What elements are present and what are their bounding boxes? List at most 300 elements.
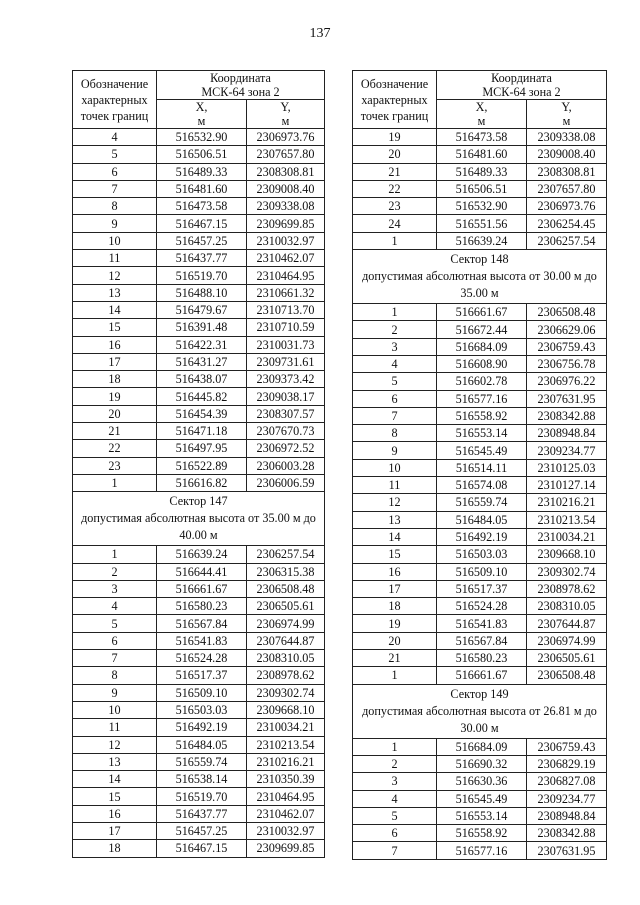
x-coordinate-cell: 516545.49 bbox=[437, 790, 527, 807]
y-coordinate-cell: 2306827.08 bbox=[527, 773, 607, 790]
x-coordinate-cell: 516514.11 bbox=[437, 459, 527, 476]
points-label-header: Обозначение характерных точек границ bbox=[73, 71, 157, 129]
table-row bbox=[353, 390, 607, 407]
y-coordinate-cell: 2310032.97 bbox=[247, 232, 325, 249]
x-coordinate-cell: 516457.25 bbox=[157, 232, 247, 249]
table-row bbox=[353, 615, 607, 632]
points-label-header: Обозначение характерных точек границ bbox=[353, 71, 437, 129]
x-coordinate-cell: 516567.84 bbox=[157, 615, 247, 632]
table-row bbox=[73, 822, 325, 839]
table-row bbox=[353, 494, 607, 511]
y-coordinate-cell: 2307644.87 bbox=[527, 615, 607, 632]
x-coordinate-cell: 516559.74 bbox=[437, 494, 527, 511]
point-number-cell: 1 bbox=[353, 667, 437, 684]
y-coordinate-cell: 2308978.62 bbox=[247, 667, 325, 684]
table-row bbox=[353, 198, 607, 215]
sector-title: Сектор 148 bbox=[450, 252, 509, 267]
x-coordinate-cell: 516506.51 bbox=[157, 146, 247, 163]
x-coordinate-cell: 516489.33 bbox=[157, 163, 247, 180]
y-coordinate-cell: 2306973.76 bbox=[247, 129, 325, 146]
point-number-cell: 18 bbox=[353, 598, 437, 615]
table-row bbox=[353, 338, 607, 355]
point-number-cell: 7 bbox=[353, 407, 437, 424]
table-row bbox=[353, 667, 607, 684]
y-coordinate-cell: 2310216.21 bbox=[247, 753, 325, 770]
point-number-cell: 17 bbox=[353, 580, 437, 597]
point-number-cell: 22 bbox=[73, 440, 157, 457]
x-coordinate-cell: 516522.89 bbox=[157, 457, 247, 474]
y-coordinate-cell: 2306759.43 bbox=[527, 338, 607, 355]
y-coordinate-cell: 2309699.85 bbox=[247, 215, 325, 232]
coordinate-title: Координата bbox=[210, 71, 271, 85]
table-row bbox=[353, 180, 607, 197]
x-coordinate-cell: 516519.70 bbox=[157, 788, 247, 805]
sector-cell bbox=[73, 492, 325, 546]
point-number-cell: 14 bbox=[73, 771, 157, 788]
point-number-cell: 10 bbox=[73, 232, 157, 249]
y-coordinate-cell: 2308308.81 bbox=[527, 163, 607, 180]
x-coordinate-cell: 516431.27 bbox=[157, 353, 247, 370]
x-coordinate-cell: 516473.58 bbox=[157, 198, 247, 215]
x-coordinate-cell: 516473.58 bbox=[437, 129, 527, 146]
x-coordinate-cell: 516467.15 bbox=[157, 215, 247, 232]
point-number-cell: 18 bbox=[73, 371, 157, 388]
x-coordinate-cell: 516492.19 bbox=[437, 528, 527, 545]
y-coordinate-cell: 2310216.21 bbox=[527, 494, 607, 511]
y-coordinate-cell: 2310031.73 bbox=[247, 336, 325, 353]
point-number-cell: 1 bbox=[73, 474, 157, 491]
sector-cell bbox=[353, 684, 607, 738]
x-coordinate-cell: 516684.09 bbox=[437, 738, 527, 755]
x-coordinate-cell: 516497.95 bbox=[157, 440, 247, 457]
x-coordinate-cell: 516517.37 bbox=[157, 667, 247, 684]
point-number-cell: 6 bbox=[353, 390, 437, 407]
table-row bbox=[73, 440, 325, 457]
point-number-cell: 8 bbox=[73, 198, 157, 215]
y-coordinate-cell: 2306508.48 bbox=[527, 304, 607, 321]
x-coordinate-cell: 516639.24 bbox=[437, 232, 527, 249]
table-row bbox=[353, 304, 607, 321]
y-coordinate-cell: 2310713.70 bbox=[247, 301, 325, 318]
table-row bbox=[73, 719, 325, 736]
table-row bbox=[73, 129, 325, 146]
x-coordinate-cell: 516577.16 bbox=[437, 390, 527, 407]
point-number-cell: 6 bbox=[353, 825, 437, 842]
coordinates-table-right bbox=[352, 70, 607, 860]
table-row bbox=[353, 790, 607, 807]
x-coordinate-cell: 516551.56 bbox=[437, 215, 527, 232]
table-row bbox=[353, 146, 607, 163]
y-coordinate-cell: 2310661.32 bbox=[247, 284, 325, 301]
point-number-cell: 2 bbox=[353, 755, 437, 772]
point-number-cell: 4 bbox=[73, 598, 157, 615]
table-row bbox=[353, 773, 607, 790]
point-number-cell: 16 bbox=[73, 805, 157, 822]
y-coordinate-cell: 2309302.74 bbox=[527, 563, 607, 580]
table-header-row bbox=[353, 71, 607, 100]
table-row bbox=[353, 373, 607, 390]
point-number-cell: 4 bbox=[353, 355, 437, 372]
point-number-cell: 1 bbox=[353, 738, 437, 755]
table-row bbox=[353, 232, 607, 249]
y-label: Y, bbox=[561, 100, 572, 114]
x-coordinate-cell: 516553.14 bbox=[437, 807, 527, 824]
point-number-cell: 11 bbox=[353, 477, 437, 494]
y-coordinate-cell: 2306974.99 bbox=[247, 615, 325, 632]
x-coordinate-cell: 516506.51 bbox=[437, 180, 527, 197]
x-coordinate-cell: 516509.10 bbox=[157, 684, 247, 701]
point-number-cell: 14 bbox=[73, 301, 157, 318]
table-row bbox=[353, 563, 607, 580]
point-number-cell: 19 bbox=[353, 129, 437, 146]
y-coordinate-cell: 2309008.40 bbox=[527, 146, 607, 163]
table-row bbox=[73, 615, 325, 632]
sector-height-note: допустимая абсолютная высота от 30.00 м до 35.00 м bbox=[362, 269, 597, 301]
y-coordinate-cell: 2310462.07 bbox=[247, 250, 325, 267]
y-coordinate-cell: 2306254.45 bbox=[527, 215, 607, 232]
y-coordinate-cell: 2309668.10 bbox=[247, 701, 325, 718]
y-coordinate-cell: 2309338.08 bbox=[247, 198, 325, 215]
table-row bbox=[73, 250, 325, 267]
table-row bbox=[353, 632, 607, 649]
point-number-cell: 8 bbox=[353, 425, 437, 442]
point-number-cell: 12 bbox=[353, 494, 437, 511]
x-coordinate-cell: 516517.37 bbox=[437, 580, 527, 597]
coordinate-zone: МСК-64 зона 2 bbox=[482, 85, 561, 99]
x-coordinate-cell: 516532.90 bbox=[157, 129, 247, 146]
table-row bbox=[353, 598, 607, 615]
x-coordinate-cell: 516541.83 bbox=[157, 632, 247, 649]
x-column-header bbox=[157, 100, 247, 129]
table-row bbox=[73, 405, 325, 422]
x-coordinate-cell: 516672.44 bbox=[437, 321, 527, 338]
point-number-cell: 13 bbox=[73, 284, 157, 301]
x-coordinate-cell: 516488.10 bbox=[157, 284, 247, 301]
x-coordinate-cell: 516608.90 bbox=[437, 355, 527, 372]
y-coordinate-cell: 2306257.54 bbox=[527, 232, 607, 249]
table-row bbox=[353, 477, 607, 494]
y-coordinate-cell: 2306508.48 bbox=[247, 580, 325, 597]
x-coordinate-cell: 516558.92 bbox=[437, 825, 527, 842]
point-number-cell: 5 bbox=[73, 615, 157, 632]
table-row bbox=[73, 319, 325, 336]
y-coordinate-cell: 2308948.84 bbox=[527, 425, 607, 442]
x-coordinate-cell: 516503.03 bbox=[157, 701, 247, 718]
point-number-cell: 13 bbox=[73, 753, 157, 770]
table-row bbox=[73, 284, 325, 301]
point-number-cell: 5 bbox=[73, 146, 157, 163]
x-coordinate-cell: 516577.16 bbox=[437, 842, 527, 859]
point-number-cell: 19 bbox=[73, 388, 157, 405]
table-row bbox=[73, 388, 325, 405]
x-coordinate-cell: 516467.15 bbox=[157, 840, 247, 857]
table-row bbox=[353, 129, 607, 146]
point-number-cell: 8 bbox=[73, 667, 157, 684]
point-number-cell: 9 bbox=[353, 442, 437, 459]
point-number-cell: 15 bbox=[73, 788, 157, 805]
x-coordinate-cell: 516661.67 bbox=[437, 667, 527, 684]
table-row bbox=[73, 423, 325, 440]
y-coordinate-cell: 2308307.57 bbox=[247, 405, 325, 422]
x-coordinate-cell: 516602.78 bbox=[437, 373, 527, 390]
y-coordinate-cell: 2310213.54 bbox=[527, 511, 607, 528]
table-row bbox=[353, 738, 607, 755]
x-coordinate-cell: 516639.24 bbox=[157, 546, 247, 563]
point-number-cell: 21 bbox=[353, 163, 437, 180]
x-coordinate-cell: 516661.67 bbox=[437, 304, 527, 321]
table-row bbox=[73, 667, 325, 684]
table-row bbox=[353, 511, 607, 528]
point-number-cell: 6 bbox=[73, 163, 157, 180]
table-row bbox=[353, 755, 607, 772]
x-coordinate-cell: 516541.83 bbox=[437, 615, 527, 632]
table-row bbox=[73, 146, 325, 163]
y-coordinate-cell: 2306508.48 bbox=[527, 667, 607, 684]
point-number-cell: 5 bbox=[353, 807, 437, 824]
x-column-header bbox=[437, 100, 527, 129]
y-coordinate-cell: 2310125.03 bbox=[527, 459, 607, 476]
table-row bbox=[73, 771, 325, 788]
x-coordinate-cell: 516580.23 bbox=[157, 598, 247, 615]
x-coordinate-cell: 516580.23 bbox=[437, 650, 527, 667]
table-row bbox=[353, 407, 607, 424]
coordinate-title: Координата bbox=[491, 71, 552, 85]
table-row bbox=[73, 163, 325, 180]
y-coordinate-cell: 2306974.99 bbox=[527, 632, 607, 649]
y-coordinate-cell: 2309038.17 bbox=[247, 388, 325, 405]
y-coordinate-cell: 2309699.85 bbox=[247, 840, 325, 857]
table-row bbox=[73, 371, 325, 388]
coordinates-table-left bbox=[72, 70, 325, 858]
sector-row bbox=[73, 492, 325, 546]
y-column-header bbox=[247, 100, 325, 129]
x-label: X, bbox=[195, 100, 208, 114]
table-row bbox=[73, 353, 325, 370]
x-coordinate-cell: 516519.70 bbox=[157, 267, 247, 284]
y-coordinate-cell: 2310032.97 bbox=[247, 822, 325, 839]
x-coordinate-cell: 516484.05 bbox=[157, 736, 247, 753]
point-number-cell: 20 bbox=[353, 632, 437, 649]
table-row bbox=[353, 425, 607, 442]
table-row bbox=[73, 788, 325, 805]
y-coordinate-cell: 2306759.43 bbox=[527, 738, 607, 755]
table-row bbox=[353, 842, 607, 859]
x-coordinate-cell: 516422.31 bbox=[157, 336, 247, 353]
table-row bbox=[353, 807, 607, 824]
y-coordinate-cell: 2306505.61 bbox=[247, 598, 325, 615]
y-column-header bbox=[527, 100, 607, 129]
point-number-cell: 13 bbox=[353, 511, 437, 528]
y-coordinate-cell: 2306756.78 bbox=[527, 355, 607, 372]
y-coordinate-cell: 2310034.21 bbox=[247, 719, 325, 736]
table-row bbox=[73, 650, 325, 667]
y-coordinate-cell: 2306973.76 bbox=[527, 198, 607, 215]
x-coordinate-cell: 516690.32 bbox=[437, 755, 527, 772]
point-number-cell: 3 bbox=[73, 580, 157, 597]
table-row bbox=[73, 215, 325, 232]
table-row bbox=[73, 546, 325, 563]
point-number-cell: 1 bbox=[353, 232, 437, 249]
x-coordinate-cell: 516553.14 bbox=[437, 425, 527, 442]
y-coordinate-cell: 2309302.74 bbox=[247, 684, 325, 701]
x-coordinate-cell: 516644.41 bbox=[157, 563, 247, 580]
point-number-cell: 7 bbox=[73, 180, 157, 197]
table-row bbox=[73, 232, 325, 249]
x-coordinate-cell: 516481.60 bbox=[157, 180, 247, 197]
x-unit: м bbox=[477, 114, 486, 128]
y-coordinate-cell: 2306505.61 bbox=[527, 650, 607, 667]
point-number-cell: 20 bbox=[73, 405, 157, 422]
table-row bbox=[73, 840, 325, 857]
x-coordinate-cell: 516438.07 bbox=[157, 371, 247, 388]
table-row bbox=[73, 474, 325, 491]
point-number-cell: 14 bbox=[353, 528, 437, 545]
table-row bbox=[353, 355, 607, 372]
coordinate-zone: МСК-64 зона 2 bbox=[201, 85, 280, 99]
x-coordinate-cell: 516457.25 bbox=[157, 822, 247, 839]
x-coordinate-cell: 516437.77 bbox=[157, 250, 247, 267]
y-coordinate-cell: 2306003.28 bbox=[247, 457, 325, 474]
table-row bbox=[353, 442, 607, 459]
point-number-cell: 12 bbox=[73, 736, 157, 753]
y-coordinate-cell: 2310350.39 bbox=[247, 771, 325, 788]
y-coordinate-cell: 2306972.52 bbox=[247, 440, 325, 457]
y-coordinate-cell: 2308342.88 bbox=[527, 825, 607, 842]
table-row bbox=[73, 805, 325, 822]
table-row bbox=[73, 598, 325, 615]
table-header-row bbox=[73, 71, 325, 100]
y-coordinate-cell: 2308308.81 bbox=[247, 163, 325, 180]
y-coordinate-cell: 2309668.10 bbox=[527, 546, 607, 563]
y-coordinate-cell: 2310464.95 bbox=[247, 788, 325, 805]
y-coordinate-cell: 2306257.54 bbox=[247, 546, 325, 563]
table-row bbox=[73, 301, 325, 318]
point-number-cell: 15 bbox=[353, 546, 437, 563]
y-coordinate-cell: 2309234.77 bbox=[527, 790, 607, 807]
table-row bbox=[73, 753, 325, 770]
coordinate-system-header bbox=[437, 71, 607, 100]
sector-title: Сектор 149 bbox=[450, 686, 509, 701]
point-number-cell: 15 bbox=[73, 319, 157, 336]
point-number-cell: 7 bbox=[353, 842, 437, 859]
x-coordinate-cell: 516524.28 bbox=[157, 650, 247, 667]
point-number-cell: 12 bbox=[73, 267, 157, 284]
table-row bbox=[73, 580, 325, 597]
point-number-cell: 11 bbox=[73, 250, 157, 267]
x-coordinate-cell: 516489.33 bbox=[437, 163, 527, 180]
y-coordinate-cell: 2309373.42 bbox=[247, 371, 325, 388]
y-coordinate-cell: 2309338.08 bbox=[527, 129, 607, 146]
x-coordinate-cell: 516509.10 bbox=[437, 563, 527, 580]
point-number-cell: 4 bbox=[353, 790, 437, 807]
point-number-cell: 23 bbox=[353, 198, 437, 215]
point-number-cell: 16 bbox=[73, 336, 157, 353]
y-coordinate-cell: 2306315.38 bbox=[247, 563, 325, 580]
x-unit: м bbox=[197, 114, 206, 128]
point-number-cell: 2 bbox=[353, 321, 437, 338]
sector-height-note: допустимая абсолютная высота от 35.00 м до 40.00 м bbox=[81, 511, 316, 543]
x-coordinate-cell: 516532.90 bbox=[437, 198, 527, 215]
point-number-cell: 16 bbox=[353, 563, 437, 580]
point-number-cell: 1 bbox=[73, 546, 157, 563]
table-row bbox=[73, 701, 325, 718]
point-number-cell: 21 bbox=[353, 650, 437, 667]
sector-row bbox=[353, 250, 607, 304]
point-number-cell: 23 bbox=[73, 457, 157, 474]
coordinate-system-header bbox=[157, 71, 325, 100]
y-coordinate-cell: 2310034.21 bbox=[527, 528, 607, 545]
x-coordinate-cell: 516630.36 bbox=[437, 773, 527, 790]
x-coordinate-cell: 516538.14 bbox=[157, 771, 247, 788]
y-coordinate-cell: 2310710.59 bbox=[247, 319, 325, 336]
table-row bbox=[73, 180, 325, 197]
table-row bbox=[73, 736, 325, 753]
x-label: X, bbox=[475, 100, 488, 114]
x-coordinate-cell: 516391.48 bbox=[157, 319, 247, 336]
x-coordinate-cell: 516471.18 bbox=[157, 423, 247, 440]
x-coordinate-cell: 516454.39 bbox=[157, 405, 247, 422]
table-row bbox=[353, 546, 607, 563]
point-number-cell: 18 bbox=[73, 840, 157, 857]
sector-cell bbox=[353, 250, 607, 304]
sector-height-note: допустимая абсолютная высота от 26.81 м до 30.00 м bbox=[362, 703, 597, 735]
y-coordinate-cell: 2310127.14 bbox=[527, 477, 607, 494]
y-coordinate-cell: 2307631.95 bbox=[527, 390, 607, 407]
table-row bbox=[73, 563, 325, 580]
sector-row bbox=[353, 684, 607, 738]
y-coordinate-cell: 2307670.73 bbox=[247, 423, 325, 440]
point-number-cell: 22 bbox=[353, 180, 437, 197]
point-number-cell: 10 bbox=[353, 459, 437, 476]
table-row bbox=[73, 336, 325, 353]
table-row bbox=[73, 198, 325, 215]
y-coordinate-cell: 2308342.88 bbox=[527, 407, 607, 424]
sector-title: Сектор 147 bbox=[169, 494, 228, 509]
point-number-cell: 6 bbox=[73, 632, 157, 649]
x-coordinate-cell: 516567.84 bbox=[437, 632, 527, 649]
point-number-cell: 19 bbox=[353, 615, 437, 632]
point-number-cell: 5 bbox=[353, 373, 437, 390]
point-number-cell: 3 bbox=[353, 773, 437, 790]
point-number-cell: 11 bbox=[73, 719, 157, 736]
x-coordinate-cell: 516558.92 bbox=[437, 407, 527, 424]
point-number-cell: 24 bbox=[353, 215, 437, 232]
y-coordinate-cell: 2310462.07 bbox=[247, 805, 325, 822]
table-row bbox=[353, 321, 607, 338]
point-number-cell: 4 bbox=[73, 129, 157, 146]
x-coordinate-cell: 516574.08 bbox=[437, 477, 527, 494]
y-coordinate-cell: 2306006.59 bbox=[247, 474, 325, 491]
table-row bbox=[353, 163, 607, 180]
table-row bbox=[353, 580, 607, 597]
y-unit: м bbox=[281, 114, 290, 128]
x-coordinate-cell: 516492.19 bbox=[157, 719, 247, 736]
table-row bbox=[73, 684, 325, 701]
point-number-cell: 2 bbox=[73, 563, 157, 580]
y-coordinate-cell: 2309234.77 bbox=[527, 442, 607, 459]
y-coordinate-cell: 2309731.61 bbox=[247, 353, 325, 370]
table-row bbox=[73, 632, 325, 649]
table-row bbox=[353, 215, 607, 232]
y-label: Y, bbox=[280, 100, 291, 114]
point-number-cell: 17 bbox=[73, 353, 157, 370]
y-coordinate-cell: 2307657.80 bbox=[247, 146, 325, 163]
y-coordinate-cell: 2308948.84 bbox=[527, 807, 607, 824]
x-coordinate-cell: 516545.49 bbox=[437, 442, 527, 459]
y-coordinate-cell: 2308978.62 bbox=[527, 580, 607, 597]
y-coordinate-cell: 2308310.05 bbox=[247, 650, 325, 667]
x-coordinate-cell: 516484.05 bbox=[437, 511, 527, 528]
